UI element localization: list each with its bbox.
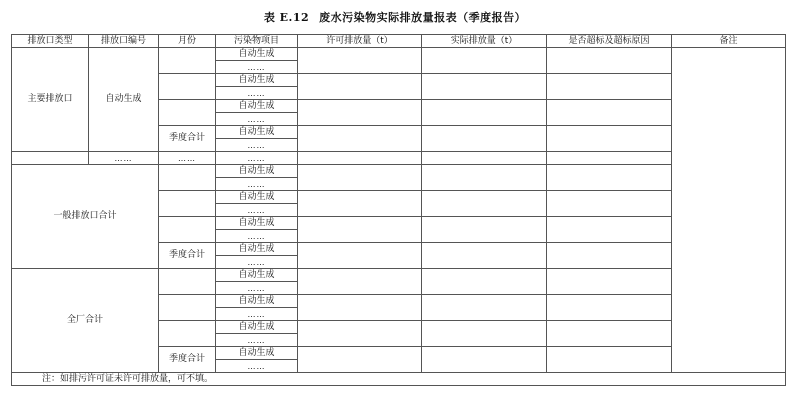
pollutant-cell: 自动生成 — [216, 191, 298, 204]
remarks-cell[interactable] — [672, 48, 786, 373]
pollutant-ellipsis: …… — [216, 87, 298, 100]
header-permitted: 许可排放量（t） — [298, 35, 422, 48]
actual-cell[interactable] — [422, 243, 547, 269]
quarter-total-label: 季度合计 — [159, 347, 216, 373]
permitted-cell[interactable] — [298, 100, 422, 126]
pollutant-ellipsis: …… — [216, 113, 298, 126]
exceed-cell[interactable] — [547, 191, 672, 217]
pollutant-cell: 自动生成 — [216, 243, 298, 256]
pollutant-cell: 自动生成 — [216, 217, 298, 230]
actual-cell[interactable] — [422, 191, 547, 217]
table-row — [12, 269, 786, 282]
header-remarks: 备注 — [672, 35, 786, 48]
pollutant-cell: 自动生成 — [216, 269, 298, 282]
exceed-cell[interactable] — [547, 295, 672, 321]
table-number: 表 E.12 — [263, 11, 310, 24]
header-actual: 实际排放量（t） — [422, 35, 547, 48]
header-pollutant: 污染物项目 — [216, 35, 298, 48]
pollutant-cell: 自动生成 — [216, 100, 298, 113]
permitted-cell[interactable] — [298, 165, 422, 191]
pollutant-cell: 自动生成 — [216, 295, 298, 308]
pollutant-ellipsis: …… — [216, 61, 298, 74]
actual-cell[interactable] — [422, 48, 547, 74]
header-month: 月份 — [159, 35, 216, 48]
month-cell[interactable] — [159, 48, 216, 74]
pollutant-ellipsis: …… — [216, 230, 298, 243]
header-outlet-number: 排放口编号 — [89, 35, 159, 48]
general-outlet-total: 一般排放口合计 — [12, 165, 159, 269]
exceed-cell[interactable] — [547, 347, 672, 373]
month-cell[interactable] — [159, 295, 216, 321]
actual-cell[interactable] — [422, 126, 547, 152]
permitted-cell[interactable] — [298, 243, 422, 269]
pollutant-ellipsis: …… — [216, 308, 298, 321]
quarter-total-label: 季度合计 — [159, 126, 216, 152]
table-title-text: 废水污染物实际排放量报表（季度报告） — [319, 11, 527, 24]
outlet-number-auto: 自动生成 — [89, 48, 159, 152]
month-cell[interactable] — [159, 165, 216, 191]
pollutant-cell: 自动生成 — [216, 347, 298, 360]
exceed-cell[interactable] — [547, 152, 672, 165]
month-cell[interactable] — [159, 74, 216, 100]
outlet-type-blank — [12, 152, 89, 165]
table-row — [12, 165, 786, 178]
exceed-cell[interactable] — [547, 74, 672, 100]
exceed-cell[interactable] — [547, 100, 672, 126]
table-row — [12, 152, 786, 165]
outlet-type-main: 主要排放口 — [12, 48, 89, 152]
exceed-cell[interactable] — [547, 321, 672, 347]
permitted-cell[interactable] — [298, 74, 422, 100]
month-ellipsis: …… — [159, 152, 216, 165]
permitted-cell[interactable] — [298, 217, 422, 243]
actual-cell[interactable] — [422, 152, 547, 165]
pollutant-ellipsis: …… — [216, 139, 298, 152]
header-row — [12, 35, 786, 48]
exceed-cell[interactable] — [547, 217, 672, 243]
pollutant-ellipsis: …… — [216, 204, 298, 217]
actual-cell[interactable] — [422, 100, 547, 126]
table-title — [0, 9, 790, 25]
month-cell[interactable] — [159, 269, 216, 295]
emission-table — [11, 34, 786, 386]
pollutant-cell: 自动生成 — [216, 74, 298, 87]
quarter-total-label: 季度合计 — [159, 243, 216, 269]
pollutant-cell: 自动生成 — [216, 165, 298, 178]
pollutant-ellipsis: …… — [216, 256, 298, 269]
table-note: 注：如排污许可证未许可排放量，可不填。 — [12, 373, 786, 386]
permitted-cell[interactable] — [298, 295, 422, 321]
exceed-cell[interactable] — [547, 243, 672, 269]
month-cell[interactable] — [159, 191, 216, 217]
pollutant-cell: 自动生成 — [216, 321, 298, 334]
permitted-cell[interactable] — [298, 48, 422, 74]
header-exceed: 是否超标及超标原因 — [547, 35, 672, 48]
actual-cell[interactable] — [422, 269, 547, 295]
actual-cell[interactable] — [422, 347, 547, 373]
exceed-cell[interactable] — [547, 48, 672, 74]
actual-cell[interactable] — [422, 217, 547, 243]
permitted-cell[interactable] — [298, 269, 422, 295]
exceed-cell[interactable] — [547, 165, 672, 191]
pollutant-ellipsis: …… — [216, 152, 298, 165]
month-cell[interactable] — [159, 217, 216, 243]
actual-cell[interactable] — [422, 295, 547, 321]
note-row — [12, 373, 786, 386]
permitted-cell[interactable] — [298, 347, 422, 373]
table-row — [12, 48, 786, 61]
pollutant-ellipsis: …… — [216, 282, 298, 295]
pollutant-cell: 自动生成 — [216, 48, 298, 61]
permitted-cell[interactable] — [298, 152, 422, 165]
outlet-number-ellipsis: …… — [89, 152, 159, 165]
pollutant-ellipsis: …… — [216, 178, 298, 191]
pollutant-cell: 自动生成 — [216, 126, 298, 139]
exceed-cell[interactable] — [547, 269, 672, 295]
actual-cell[interactable] — [422, 321, 547, 347]
month-cell[interactable] — [159, 321, 216, 347]
month-cell[interactable] — [159, 100, 216, 126]
pollutant-ellipsis: …… — [216, 334, 298, 347]
actual-cell[interactable] — [422, 165, 547, 191]
actual-cell[interactable] — [422, 74, 547, 100]
exceed-cell[interactable] — [547, 126, 672, 152]
header-outlet-type: 排放口类型 — [12, 35, 89, 48]
pollutant-ellipsis: …… — [216, 360, 298, 373]
permitted-cell[interactable] — [298, 126, 422, 152]
plant-total: 全厂合计 — [12, 269, 159, 373]
permitted-cell[interactable] — [298, 321, 422, 347]
permitted-cell[interactable] — [298, 191, 422, 217]
